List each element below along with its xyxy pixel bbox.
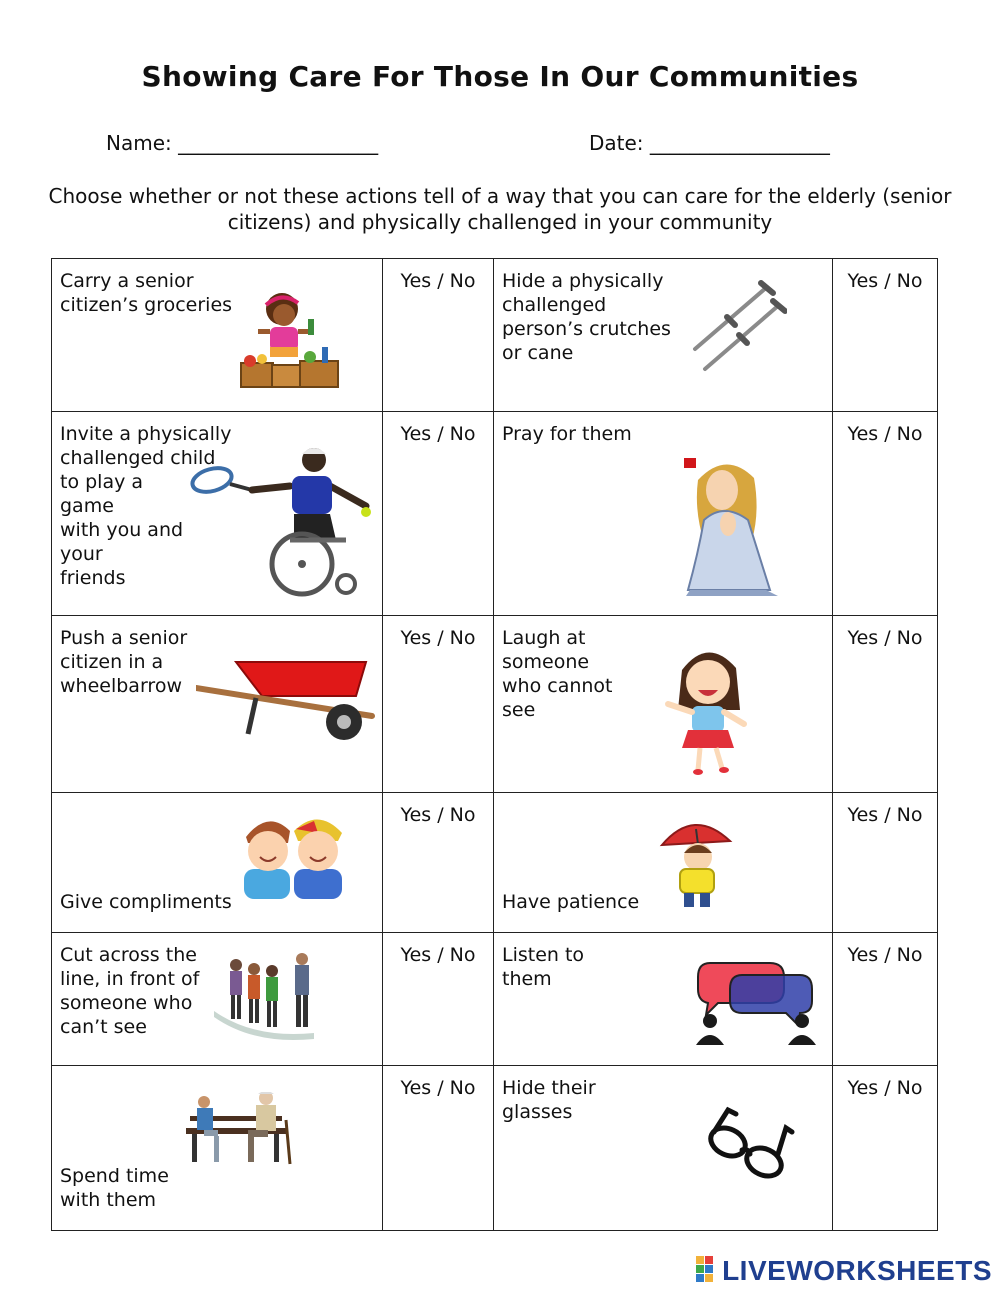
brand-name: LIVEWORKSHEETS xyxy=(722,1255,992,1286)
two-smiling-boys-icon xyxy=(242,809,346,901)
table-row xyxy=(52,1066,938,1231)
action-cell xyxy=(494,933,833,1066)
yes-no-choice[interactable]: Yes / No xyxy=(847,944,923,966)
action-cell xyxy=(52,412,383,616)
yes-no-choice[interactable]: Yes / No xyxy=(847,423,923,445)
table-row xyxy=(52,412,938,616)
action-cell xyxy=(52,259,383,412)
action-cell xyxy=(494,412,833,616)
action-text: Give compliments xyxy=(60,891,232,913)
yes-no-choice[interactable]: Yes / No xyxy=(847,1077,923,1099)
action-text: Invite a physically challenged child to play a game with you and your friends xyxy=(60,423,232,589)
wheelchair-tennis-player-icon xyxy=(190,446,376,598)
action-cell xyxy=(52,793,383,933)
yes-no-choice[interactable]: Yes / No xyxy=(400,1077,476,1099)
choice-cell[interactable] xyxy=(383,1066,494,1231)
people-on-bench-icon xyxy=(186,1092,296,1172)
choice-cell[interactable] xyxy=(833,793,938,933)
choice-cell[interactable] xyxy=(383,933,494,1066)
action-text: Pray for them xyxy=(502,423,632,445)
choice-cell[interactable] xyxy=(833,259,938,412)
action-cell xyxy=(52,616,383,793)
yes-no-choice[interactable]: Yes / No xyxy=(847,270,923,292)
liveworksheets-logo xyxy=(696,1255,992,1287)
action-cell xyxy=(52,933,383,1066)
glasses-icon xyxy=(706,1106,796,1186)
yes-no-choice[interactable]: Yes / No xyxy=(400,804,476,826)
choice-cell[interactable] xyxy=(833,933,938,1066)
crutches-icon xyxy=(687,279,787,374)
action-text: Cut across the line, in front of someone who can’t see xyxy=(60,944,200,1038)
action-cell xyxy=(494,259,833,412)
date-field[interactable]: Date: __________________ xyxy=(589,131,830,155)
action-cell xyxy=(494,616,833,793)
page-title: Showing Care For Those In Our Communities xyxy=(141,60,859,93)
yes-no-choice[interactable]: Yes / No xyxy=(847,627,923,649)
action-text: Hide a physically challenged person’s crutches or cane xyxy=(502,270,671,364)
choice-cell[interactable] xyxy=(383,259,494,412)
choice-cell[interactable] xyxy=(383,616,494,793)
action-text: Listen to them xyxy=(502,944,585,990)
choice-cell[interactable] xyxy=(833,616,938,793)
action-cell xyxy=(494,1066,833,1231)
action-text: Laugh at someone who cannot see xyxy=(502,627,613,721)
action-text: Spend time with them xyxy=(60,1165,169,1211)
action-text: Carry a senior citizen’s groceries xyxy=(60,270,233,316)
action-text: Push a senior citizen in a wheelbarrow xyxy=(60,627,188,697)
instructions: Choose whether or not these actions tell of a way that you can care for the elderly (senior citizens) and physically challenged in your community xyxy=(48,184,952,234)
choice-cell[interactable] xyxy=(383,412,494,616)
action-text: Have patience xyxy=(502,891,640,913)
yes-no-choice[interactable]: Yes / No xyxy=(400,627,476,649)
child-with-umbrella-icon xyxy=(658,815,734,911)
girl-with-groceries-icon xyxy=(236,283,346,395)
yes-no-choice[interactable]: Yes / No xyxy=(847,804,923,826)
action-cell xyxy=(52,1066,383,1231)
action-cell xyxy=(494,793,833,933)
choice-cell[interactable] xyxy=(833,412,938,616)
yes-no-choice[interactable]: Yes / No xyxy=(400,423,476,445)
activity-table xyxy=(51,258,938,1231)
name-field[interactable]: Name: ____________________ xyxy=(106,131,379,155)
yes-no-choice[interactable]: Yes / No xyxy=(400,944,476,966)
table-row xyxy=(52,793,938,933)
choice-cell[interactable] xyxy=(833,1066,938,1231)
liveworksheets-logo-icon xyxy=(696,1256,722,1286)
table-row xyxy=(52,933,938,1066)
wheelbarrow-icon xyxy=(196,658,376,746)
laughing-girl-icon xyxy=(660,640,756,780)
yes-no-choice[interactable]: Yes / No xyxy=(400,270,476,292)
table-row xyxy=(52,616,938,793)
speech-bubbles-icon xyxy=(694,961,818,1047)
praying-girl-icon xyxy=(678,450,784,600)
action-text: Hide their glasses xyxy=(502,1077,596,1123)
choice-cell[interactable] xyxy=(383,793,494,933)
table-row xyxy=(52,259,938,412)
people-in-line-icon xyxy=(214,953,318,1045)
